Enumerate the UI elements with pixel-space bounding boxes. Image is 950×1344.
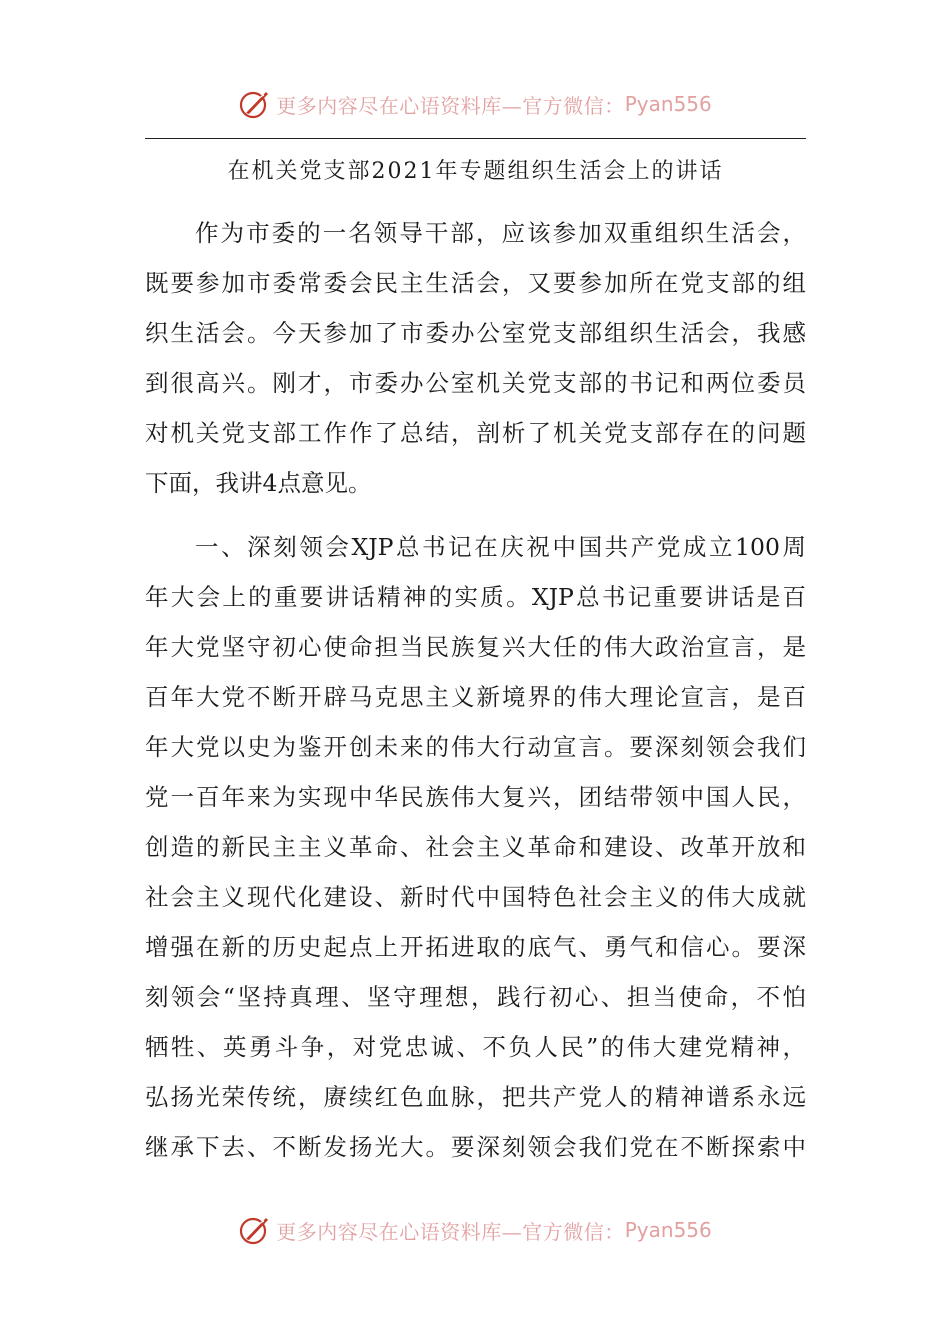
- footer-banner-wechat-id: Pyan556: [624, 1218, 712, 1242]
- text-line: 织生活会。今天参加了市委办公室党支部组织生活会，我感: [145, 319, 806, 347]
- text-line: 牺牲、英勇斗争，对党忠诚、不负人民”的伟大建党精神，: [145, 1033, 806, 1061]
- document-body: [145, 208, 806, 1172]
- header-banner-wechat-id: Pyan556: [624, 92, 712, 116]
- text-line: 党一百年来为实现中华民族伟大复兴，团结带领中国人民，: [145, 783, 806, 811]
- text-line: 年大党坚守初心使命担当民族复兴大任的伟大政治宣言，是: [145, 633, 806, 661]
- text-line: 百年大党不断开辟马克思主义新境界的伟大理论宣言，是百: [145, 683, 806, 711]
- text-line: 既要参加市委常委会民主生活会，又要参加所在党支部的组: [145, 269, 806, 297]
- paragraph-2: [145, 522, 806, 1172]
- text-line: 继承下去、不断发扬光大。要深刻领会我们党在不断探索中: [145, 1133, 806, 1161]
- text-line: 刻领会“坚持真理、坚守理想，践行初心、担当使命，不怕: [145, 983, 806, 1011]
- footer-banner-text: 更多内容尽在心语资料库—官方微信：: [276, 1219, 625, 1244]
- paragraph-gap: [145, 508, 806, 522]
- header-banner: [0, 82, 950, 126]
- text-line: 增强在新的历史起点上开拓进取的底气、勇气和信心。要深: [145, 933, 806, 961]
- document-title: 在机关党支部2021年专题组织生活会上的讲话: [227, 159, 724, 184]
- quill-logo-icon: [238, 87, 272, 121]
- text-line: 作为市委的一名领导干部，应该参加双重组织生活会，: [195, 219, 806, 247]
- text-line: 弘扬光荣传统，赓续红色血脉，把共产党人的精神谱系永远: [145, 1083, 806, 1111]
- text-line: 社会主义现代化建设、新时代中国特色社会主义的伟大成就: [145, 883, 806, 911]
- text-line: 年大会上的重要讲话精神的实质。XJP总书记重要讲话是百: [145, 583, 806, 611]
- header-banner-text: 更多内容尽在心语资料库—官方微信：: [276, 93, 625, 118]
- footer-banner: [0, 1208, 950, 1252]
- text-line: 对机关党支部工作作了总结，剖析了机关党支部存在的问题: [145, 419, 806, 447]
- text-line: 下面，我讲4点意见。: [145, 469, 372, 497]
- paragraph-1: [145, 208, 806, 508]
- text-line: 年大党以史为鉴开创未来的伟大行动宣言。要深刻领会我们: [145, 733, 806, 761]
- quill-logo-icon: [238, 1213, 272, 1247]
- header-divider: [145, 138, 806, 139]
- text-line: 一、深刻领会XJP总书记在庆祝中国共产党成立100周: [195, 533, 806, 561]
- text-line: 创造的新民主主义革命、社会主义革命和建设、改革开放和: [145, 833, 806, 861]
- text-line: 到很高兴。刚才，市委办公室机关党支部的书记和两位委员: [145, 369, 806, 397]
